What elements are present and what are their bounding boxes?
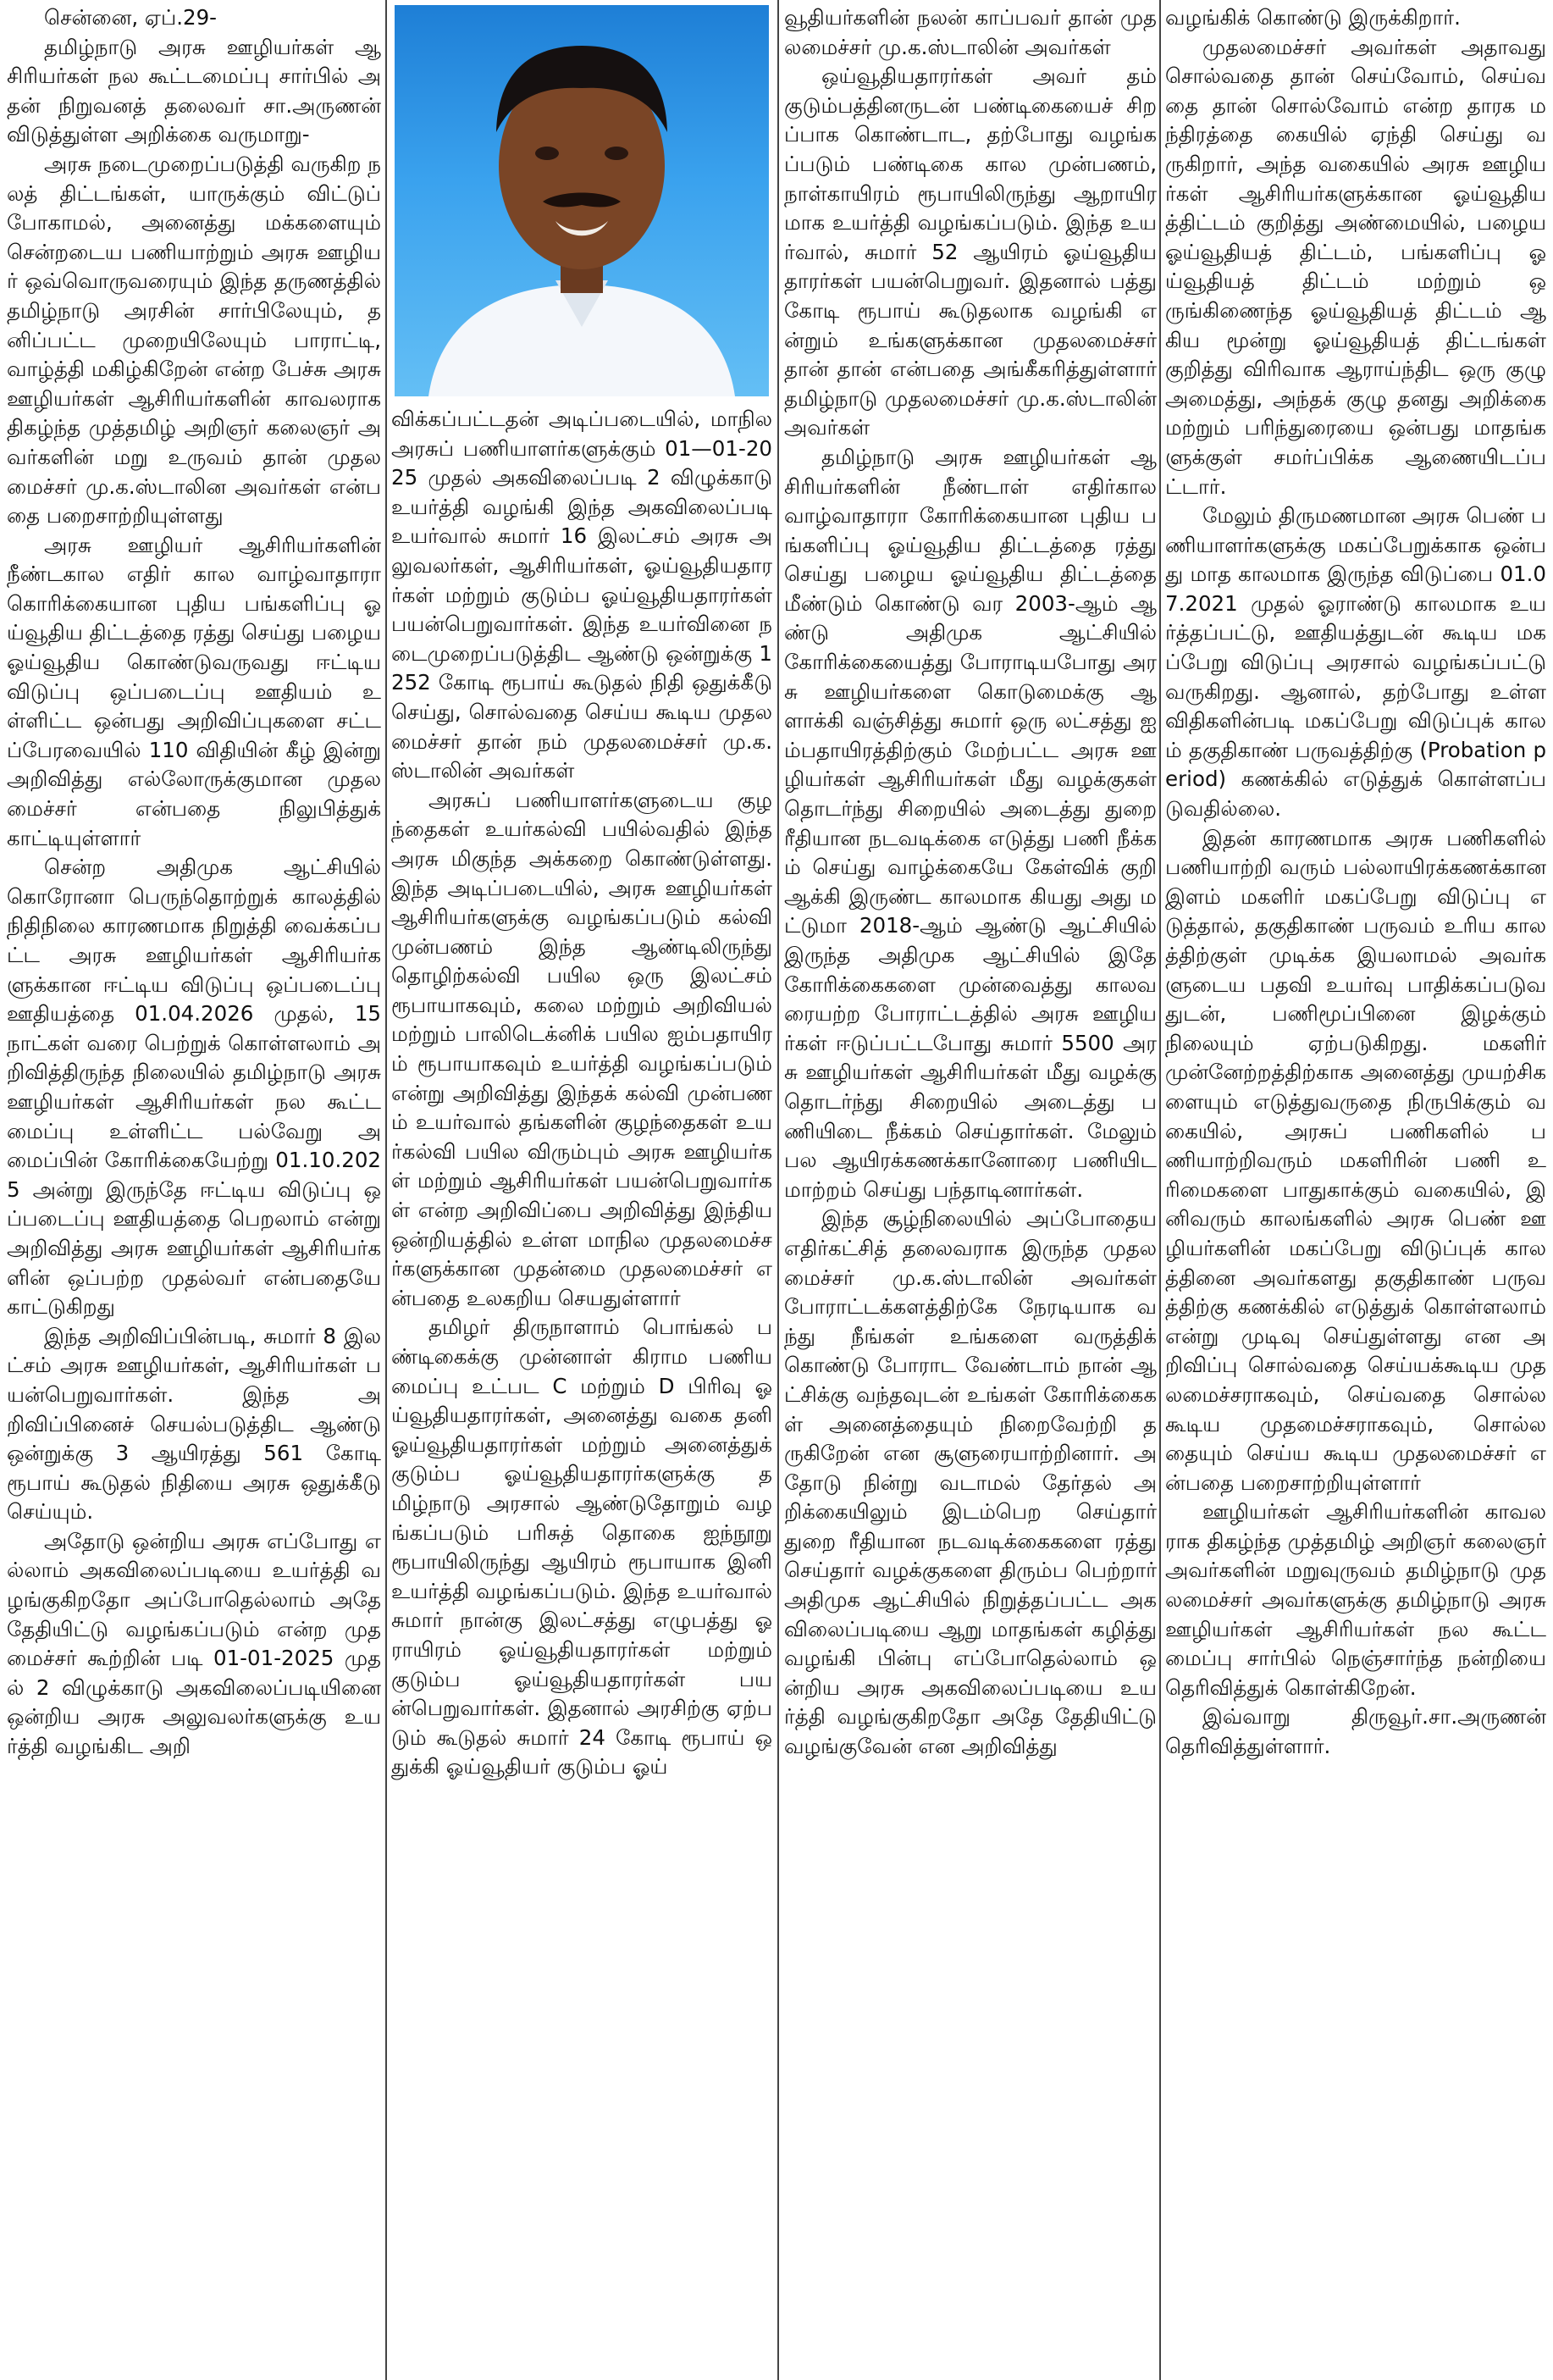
article-paragraph: இவ்வாறு திருவூர்.சா.அருணன் தெரிவித்துள்ளார். bbox=[1165, 1704, 1546, 1759]
article-paragraph: சென்னை, ஏப்.29- bbox=[44, 5, 218, 30]
article-column-3 bbox=[784, 3, 1157, 2377]
article-paragraph: இந்த அறிவிப்பின்படி, சுமார் 8 இலட்சம் அரசு ஊழியர்கள், ஆசிரியர்கள் பயன்பெறுவார்கள். இந்த அறிவிப்பினைச் செயல்படுத்திட ஆண்டு ஒன்றுக்கு 3 ஆயிரத்து 561 கோடி ரூபாய் கூடுதல் நிதியை அரசு ஒதுக்கீடு செய்யும். bbox=[7, 1323, 381, 1525]
article-paragraph: அதோடு ஒன்றிய அரசு எப்போது எல்லாம் அகவிலைப்படியை உயர்த்தி வழங்குகிறதோ அப்போதெல்லாம் அதே தேதியிட்டு வழங்கப்படும் என்ற முதமைச்சர் கூற்றின் படி 01-01-2025 முதல் 2 விழுக்காடு அகவிலைப்படியினை ஒன்றிய அரசு அலுவலர்களுக்கு உயர்த்தி வழங்கிட அறி bbox=[7, 1528, 381, 1759]
article-paragraph: வழங்கிக் கொண்டு இருக்கிறார். bbox=[1165, 5, 1461, 30]
article-paragraph: ஊழியர்கள் ஆசிரியர்களின் காவலராக திகழ்ந்த முத்தமிழ் அறிஞர் கலைஞர் அவர்களின் மறுவுருவம் தமிழ்நாடு முதலமைச்சர் அவர்களுக்கு தமிழ்நாடு அரசு ஊழியர்கள் ஆசிரியர்கள் நல கூட்டமைப்பு சார்பில் நெஞ்சார்ந்த நன்றியை தெரிவித்துக் கொள்கிறேன். bbox=[1165, 1499, 1546, 1700]
article-paragraph: இதன் காரணமாக அரசு பணிகளில் பணியாற்றி வரும் பல்லாயிரக்கணக்கான இளம் மகளிர் மகப்பேறு விடுப்பு எடுத்தால், தகுதிகாண் பருவம் உரிய காலத்திற்குள் முடிக்க இயலாமல் அவர்களுடைய பதவி உயர்வு பாதிக்கப்படுவதுடன், பணிமூப்பினை இழக்கும் நிலையும் ஏற்படுகிறது. மகளிர் முன்னேற்றத்திற்காக அனைத்து முயற்சிகளையும் எடுத்துவருதை நிருபிக்கும் வகையில், அரசுப் பணிகளில் பணியாற்றிவரும் மகளிரின் பணி உரிமைகளை பாதுகாக்கும் வகையில், இனிவரும் காலங்களில் அரசு பெண் ஊழியர்களின் மகப்பேறு விடுப்புக் காலத்தினை அவர்களது தகுதிகாண் பருவத்திற்கு கணக்கில் எடுத்துக் கொள்ளலாம் என்று முடிவு செய்துள்ளது என அறிவிப்பு சொல்வதை செய்யக்கூடிய முதலமைச்சராகவும், செய்வதை சொல்ல கூடிய முதமைச்சராகவும், சொல்லதையும் செய்ய கூடிய முதலமைச்சர் என்பதை பறைசாற்றியுள்ளார் bbox=[1165, 825, 1546, 1495]
author-photo bbox=[395, 5, 769, 396]
article-paragraph: வூதியர்களின் நலன் காப்பவர் தான் முதலமைச்சர் மு.க.ஸ்டாலின் அவர்கள் bbox=[784, 5, 1157, 59]
article-paragraph: விக்கப்பட்டதன் அடிப்படையில், மாநில அரசுப் பணியாளர்களுக்கும் 01—01-2025 முதல் அகவிலைப்படி 2 விழுக்காடு உயர்த்தி வழங்கி இந்த அகவிலைப்படி உயர்வால் சுமார் 16 இலட்சம் அரசு அலுவலர்கள், ஆசிரியர்கள், ஓய்வூதியதாரர்கள் மற்றும் குடும்ப ஓய்வூதியதாரர்கள் பயன்பெறுவார்கள். இந்த உயர்வினை நடைமுறைப்படுத்திட ஆண்டு ஒன்றுக்கு 1252 கோடி ரூபாய் கூடுதல் நிதி ஒதுக்கீடு செய்து, சொல்வதை செய்ய கூடிய முதலமைச்சர் தான் நம் முதலமைச்சர் மு.க.ஸ்டாலின் அவர்கள் bbox=[391, 407, 772, 783]
article-column-1 bbox=[7, 3, 381, 2377]
article-paragraph: மேலும் திருமணமான அரசு பெண் பணியாளர்களுக்கு மகப்பேறுக்காக ஒன்பது மாத காலமாக இருந்த விடுப்பை 01.07.2021 முதல் ஓராண்டு காலமாக உயர்த்தப்பட்டு, ஊதியத்துடன் கூடிய மகப்பேறு விடுப்பு அரசால் வழங்கப்பட்டு வருகிறது. ஆனால், தற்போது உள்ள விதிகளின்படி மகப்பேறு விடுப்புக் காலம் தகுதிகாண் பருவத்திற்கு (Probation period) கணக்கில் எடுத்துக் கொள்ளப்படுவதில்லை. bbox=[1165, 503, 1546, 822]
article-paragraph: அரசு ஊழியர் ஆசிரியர்களின் நீண்டகால எதிர் கால வாழ்வாதாரா கொரிக்கையான புதிய பங்களிப்பு ஓய்வூதிய திட்டத்தை ரத்து செய்து பழைய ஓய்வூதிய கொண்டுவருவது ஈட்டிய விடுப்பு ஒப்படைப்பு ஊதியம் உள்ளிட்ட ஒன்பது அறிவிப்புகளை சட்டப்பேரவையில் 110 விதியின் கீழ் இன்று அறிவித்து எல்லோருக்குமான முதலமைச்சர் என்பதை நிலுபித்துக் காட்டியுள்ளார் bbox=[7, 532, 381, 850]
article-paragraph: சென்ற அதிமுக ஆட்சியில் கொரோனா பெருந்தொற்றுக் காலத்தில் நிதிநிலை காரணமாக நிறுத்தி வைக்கப்பட்ட அரசு ஊழியர்கள் ஆசிரியர்களுக்கான ஈட்டிய விடுப்பு ஒப்படைப்பு ஊதியத்தை 01.04.2026 முதல், 15 நாட்கள் வரை பெற்றுக் கொள்ளலாம் அறிவித்திருந்த நிலையில் தமிழ்நாடு அரசு ஊழியர்கள் ஆசிரியர்கள் நல கூட்டமைப்பு உள்ளிட்ட பல்வேறு அமைப்பின் கோரிக்கையேற்று 01.10.2025 அன்று இருந்தே ஈட்டிய விடுப்பு ஒப்படைப்பு ஊதியத்தை பெறலாம் என்று அறிவித்து அரசு ஊழியர்கள் ஆசிரியர்களின் ஒப்பற்ற முதல்வர் என்பதையே காட்டுகிறது bbox=[7, 855, 381, 1320]
article-paragraph: அரசுப் பணியாளர்களுடைய குழந்தைகள் உயர்கல்வி பயில்வதில் இந்த அரசு மிகுந்த அக்கறை கொண்டுள்ளது. இந்த அடிப்படையில், அரசு ஊழியர்கள் ஆசிரியர்களுக்கு வழங்கப்படும் கல்வி முன்பணம் இந்த ஆண்டிலிருந்து தொழிற்கல்வி பயில ஒரு இலட்சம் ரூபாயாகவும், கலை மற்றும் அறிவியல் மற்றும் பாலிடெக்னிக் பயில ஐம்பதாயிரம் ரூபாயாகவும் உயர்த்தி வழங்கப்படும் என்று அறிவித்து இந்தக் கல்வி முன்பணம் உயர்வால் தங்களின் குழந்தைகள் உயர்கல்வி பயில விரும்பும் அரசு ஊழியர்கள் மற்றும் ஆசிரியர்கள் பயன்பெறுவார்கள் என்ற அறிவிப்பை அறிவித்து இந்திய ஒன்றியத்தில் உள்ள மாநில முதலமைச்சர்களுக்கான முதன்மை முதலமைச்சர் என்பதை உலகறிய செயதுள்ளார் bbox=[391, 787, 772, 1310]
article-paragraph: இந்த சூழ்நிலையில் அப்போதைய எதிர்கட்சித் தலைவராக இருந்த முதலமைச்சர் மு.க.ஸ்டாலின் அவர்கள் போராட்டக்களத்திற்கே நேரடியாக வந்து நீங்கள் உங்களை வருத்திக் கொண்டு போராட வேண்டாம் நான் ஆட்சிக்கு வந்தவுடன் உங்கள் கோரிக்கைகள் அனைத்தையும் நிறைவேற்றி தருகிறேன் என சூளுரையாற்றினார். அதோடு நின்று வடாமல் தேர்தல் அறிக்கையிலும் இடம்பெற செய்தார் துறை ரீதியான நடவடிக்கைகளை ரத்து செய்தார் வழக்குகளை திரும்ப பெற்றார் அதிமுக ஆட்சியில் நிறுத்தப்பட்ட அகவிலைப்படியை ஆறு மாதங்கள் கழித்து வழங்கி பின்பு எப்போதெல்லாம் ஒன்றிய அரசு அகவிலைப்படியை உயர்த்தி வழங்குகிறதோ அதே தேதியிட்டு வழங்குவேன் என அறிவித்து bbox=[784, 1206, 1157, 1759]
article-paragraph: தமிழர் திருநாளாம் பொங்கல் பண்டிகைக்கு முன்னாள் கிராம பணியமைப்பு உட்பட C மற்றும் D பிரிவு ஓய்வூதியதாரர்கள், அனைத்து வகை தனி ஓய்வூதியதாரர்கள் மற்றும் அனைத்துக் குடும்ப ஓய்வூதியதாரர்களுக்கு தமிழ்நாடு அரசால் ஆண்டுதோறும் வழங்கப்படும் பரிசுத் தொகை ஐந்நூறு ரூபாயிலிருந்து ஆயிரம் ரூபாயாக இனி உயர்த்தி வழங்கப்படும். இந்த உயர்வால் சுமார் நான்கு இலட்சத்து எழுபத்து ஓராயிரம் ஓய்வூதியதாரர்கள் மற்றும் குடும்ப ஓய்வூதியதாரர்கள் பயன்பெறுவார்கள். இதனால் அரசிற்கு ஏற்படும் கூடுதல் சுமார் 24 கோடி ரூபாய் ஒதுக்கி ஓய்வூதியர் குடும்ப ஓய் bbox=[391, 1315, 772, 1779]
column-rule bbox=[1159, 0, 1161, 2380]
article-column-4 bbox=[1165, 3, 1546, 2377]
article-paragraph: தமிழ்நாடு அரசு ஊழியர்கள் ஆசிரியர்களின் நீண்டாள் எதிர்கால வாழ்வாதாரா கோரிக்கையான புதிய பங்களிப்பு ஓய்வூதிய திட்டத்தை ரத்து செய்து பழைய ஓய்வூதிய திட்டத்தை மீண்டும் கொண்டு வர 2003-ஆம் ஆண்டு அதிமுக ஆட்சியில் கோரிக்கையைத்து போராடியபோது அரசு ஊழியர்களை கொடுமைக்கு ஆளாக்கி வஞ்சித்து சுமார் ஒரு லட்சத்து ஐம்பதாயிரத்திற்கும் மேற்பட்ட அரசு ஊழியர்கள் ஆசிரியர்கள் மீது வழக்குகள் தொடர்ந்து சிறையில் அடைத்து துறை ரீதியான நடவடிக்கை எடுத்து பணி நீக்கம் செய்து வாழ்க்கையே கேள்விக் குறி ஆக்கி இருண்ட காலமாக கியது அது மட்டுமா 2018-ஆம் ஆண்டு ஆட்சியில் இருந்த அதிமுக ஆட்சியில் இதே கோரிக்கைகளை முன்வைத்து காலவரையற்ற போராட்டத்தில் அரசு ஊழியர்கள் ஈடுப்பட்டபோது சுமார் 5500 அரசு ஊழியர்கள் ஆசிரியர்கள் மீது வழக்கு தொடர்ந்து சிறையில் அடைத்து பணியிடை நீக்கம் செய்தார்கள். மேலும் பல ஆயிரக்கணக்கானோரை பணியிட மாற்றம் செய்து பந்தாடினார்கள். bbox=[784, 444, 1157, 1202]
column-rule bbox=[777, 0, 779, 2380]
article-paragraph: ஒய்வூதியதாரர்கள் அவர் தம் குடும்பத்தினருடன் பண்டிகையைச் சிறப்பாக கொண்டாட, தற்போது வழங்கப்படும் பண்டிகை கால முன்பணம், நாள்காயிரம் ரூபாயிலிருந்து ஆறாயிரமாக உயர்த்தி வழங்கப்படும். இந்த உயர்வால், சுமார் 52 ஆயிரம் ஓய்வூதியதாரர்கள் பயன்பெறுவர். இதனால் பத்து கோடி ரூபாய் கூடுதலாக வழங்கி என்றும் உங்களுக்கான முதலமைச்சர் தான் தான் என்பதை அங்கீகரித்துள்ளார் தமிழ்நாடு முதலமைச்சர் மு.க.ஸ்டாலின் அவர்கள் bbox=[784, 64, 1157, 440]
column-rule bbox=[385, 0, 387, 2380]
article-paragraph: அரசு நடைமுறைப்படுத்தி வருகிற நலத் திட்டங்கள், யாருக்கும் விட்டுப் போகாமல், அனைத்து மக்களையும் சென்றடைய பணியாற்றும் அரசு ஊழியர் ஒவ்வொருவரையும் இந்த தருணத்தில் தமிழ்நாடு அரசின் சார்பிலேயும், தனிப்பட்ட முறையிலேயும் பாராட்டி, வாழ்த்தி மகிழ்கிறேன் என்ற பேச்சு அரசு ஊழியர்கள் ஆசிரியர்களின் காவலராக திகழ்ந்த முத்தமிழ் அறிஞர் கலைஞர் அவர்களின் மறு உருவம் தான் முதலமைச்சர் மு.க.ஸ்டாலின அவர்கள் என்பதை பறைசாற்றியுள்ளது bbox=[7, 151, 381, 529]
article-paragraph: தமிழ்நாடு அரசு ஊழியர்கள் ஆசிரியர்கள் நல கூட்டமைப்பு சார்பில் அதன் நிறுவனத் தலைவர் சா.அருணன் விடுத்துள்ள அறிக்கை வருமாறு- bbox=[7, 34, 381, 147]
article-paragraph: முதலமைச்சர் அவர்கள் அதாவது சொல்வதை தான் செய்வோம், செய்வதை தான் சொல்வோம் என்ற தாரக மந்திரத்தை கையில் ஏந்தி செய்து வருகிறார், அந்த வகையில் அரசு ஊழியர்கள் ஆசிரியர்களுக்கான ஓய்வூதியத்திட்டம் குறித்து அண்மையில், பழைய ஓய்வூதியத் திட்டம், பங்களிப்பு ஓய்வூதியத் திட்டம் மற்றும் ஒருங்கிணைந்த ஓய்வூதியத் திட்டம் ஆகிய மூன்று ஓய்வூதியத் திட்டங்கள் குறித்து விரிவாக ஆராய்ந்திட ஒரு குழு அமைத்து, அந்தக் குழு தனது அறிக்கை மற்றும் பரிந்துரையை ஒன்பது மாதங்களுக்குள் சமர்ப்பிக்க ஆணையிடப்பட்டார். bbox=[1165, 34, 1546, 499]
article-column-2 bbox=[391, 405, 772, 2377]
